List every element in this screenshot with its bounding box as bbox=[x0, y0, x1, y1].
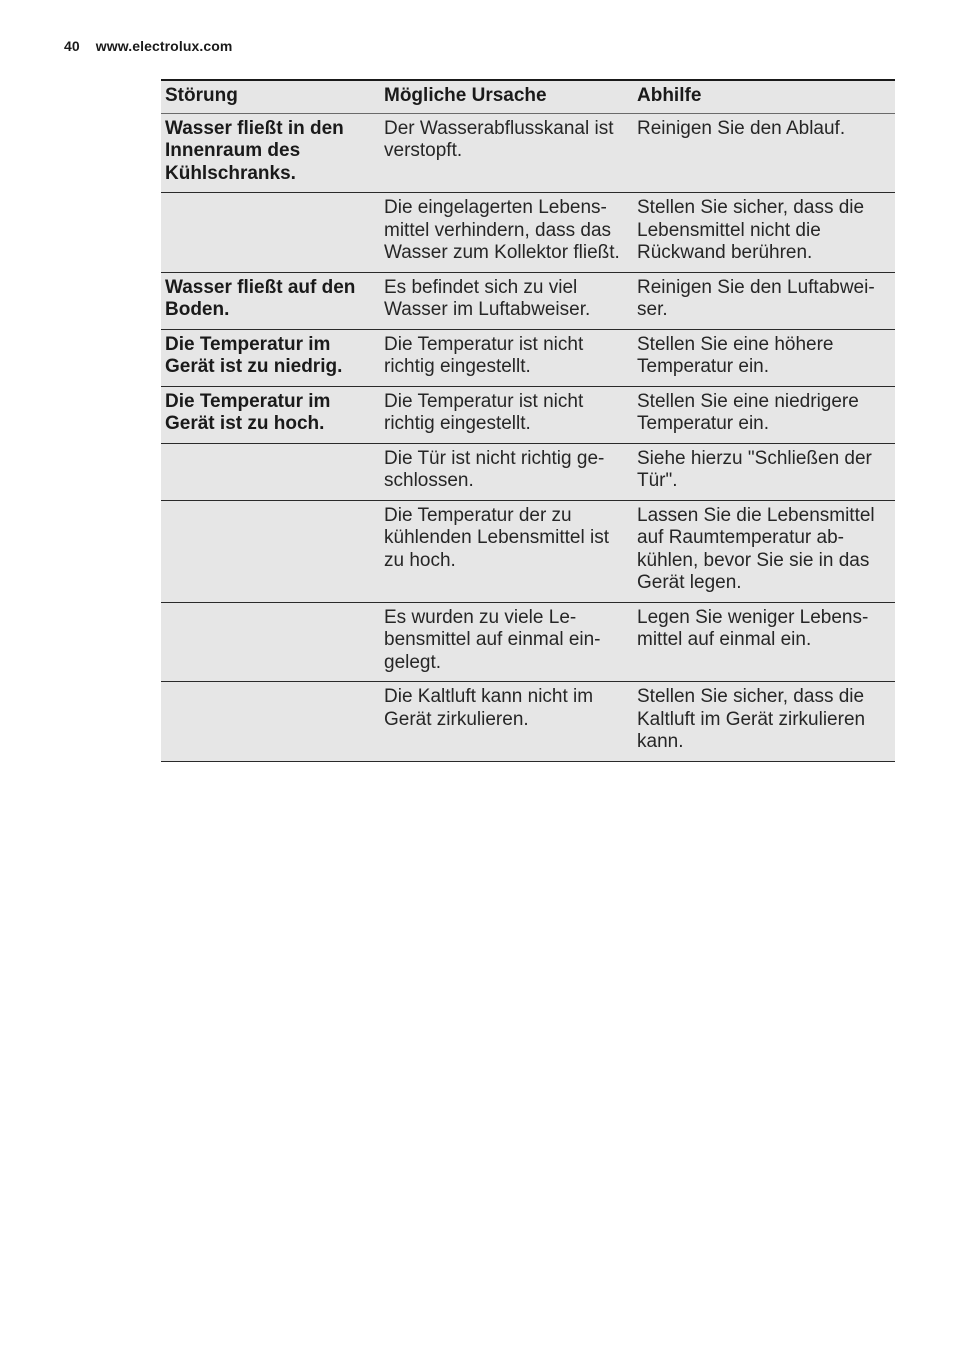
cause-cell: Die Kaltluft kann nicht im Gerät zirkulieren. bbox=[384, 686, 594, 730]
remedy-cell: Lassen Sie die Lebensmittel auf Raumtemperatur ab-kühlen, bevor Sie sie in das Gerät legen. bbox=[637, 504, 875, 593]
remedy-cell: Legen Sie weniger Lebens-mittel auf einmal ein. bbox=[637, 606, 869, 650]
column-header-cause: Mögliche Ursache bbox=[384, 85, 547, 106]
problem-cell: Wasser fließt in den Innenraum des Kühlschranks. bbox=[165, 117, 344, 184]
cause-cell: Die Temperatur ist nicht richtig eingestellt. bbox=[384, 390, 584, 434]
remedy-cell: Stellen Sie eine niedrigere Temperatur ein. bbox=[637, 390, 859, 434]
website-url: www.electrolux.com bbox=[95, 38, 233, 54]
troubleshooting-table bbox=[161, 79, 895, 762]
remedy-cell: Reinigen Sie den Luftabwei-ser. bbox=[637, 276, 875, 320]
cause-cell: Die Temperatur ist nicht richtig eingestellt. bbox=[384, 333, 584, 377]
table-row bbox=[161, 386, 895, 443]
table-row bbox=[161, 113, 895, 193]
table-row bbox=[161, 682, 895, 762]
remedy-cell: Stellen Sie eine höhere Temperatur ein. bbox=[637, 333, 834, 377]
column-header-problem: Störung bbox=[165, 85, 238, 106]
cause-cell: Es wurden zu viele Le-bensmittel auf einmal ein-gelegt. bbox=[384, 606, 601, 673]
problem-cell bbox=[161, 193, 380, 273]
cause-cell: Es befindet sich zu viel Wasser im Luftabweiser. bbox=[384, 276, 591, 320]
table-body bbox=[161, 113, 895, 761]
problem-cell bbox=[161, 602, 380, 682]
page-header bbox=[64, 38, 232, 54]
table-row bbox=[161, 443, 895, 500]
remedy-cell: Siehe hierzu "Schließen der Tür". bbox=[637, 447, 872, 491]
problem-cell: Wasser fließt auf den Boden. bbox=[165, 276, 356, 320]
table-row bbox=[161, 602, 895, 682]
table-header bbox=[161, 80, 895, 113]
remedy-cell: Reinigen Sie den Ablauf. bbox=[637, 117, 846, 139]
remedy-cell: Stellen Sie sicher, dass die Lebensmittel nicht die Rückwand berühren. bbox=[637, 197, 865, 263]
table-row bbox=[161, 272, 895, 329]
table-row bbox=[161, 193, 895, 273]
column-header-remedy: Abhilfe bbox=[637, 85, 702, 106]
problem-cell bbox=[161, 682, 380, 762]
problem-cell bbox=[161, 443, 380, 500]
page-number: 40 bbox=[64, 38, 80, 54]
cause-cell: Die eingelagerten Lebens-mittel verhindern, dass das Wasser zum Kollektor fließt. bbox=[384, 197, 620, 263]
problem-cell bbox=[161, 500, 380, 602]
table-row bbox=[161, 329, 895, 386]
problem-cell: Die Temperatur im Gerät ist zu hoch. bbox=[165, 390, 331, 434]
cause-cell: Der Wasserabflusskanal ist verstopft. bbox=[384, 117, 614, 161]
problem-cell: Die Temperatur im Gerät ist zu niedrig. bbox=[165, 333, 343, 377]
table-header-row bbox=[161, 80, 895, 113]
remedy-cell: Stellen Sie sicher, dass die Kaltluft im Gerät zirkulieren kann. bbox=[637, 686, 866, 752]
cause-cell: Die Temperatur der zu kühlenden Lebensmittel ist zu hoch. bbox=[384, 504, 609, 571]
table-row bbox=[161, 500, 895, 602]
cause-cell: Die Tür ist nicht richtig ge-schlossen. bbox=[384, 447, 605, 491]
